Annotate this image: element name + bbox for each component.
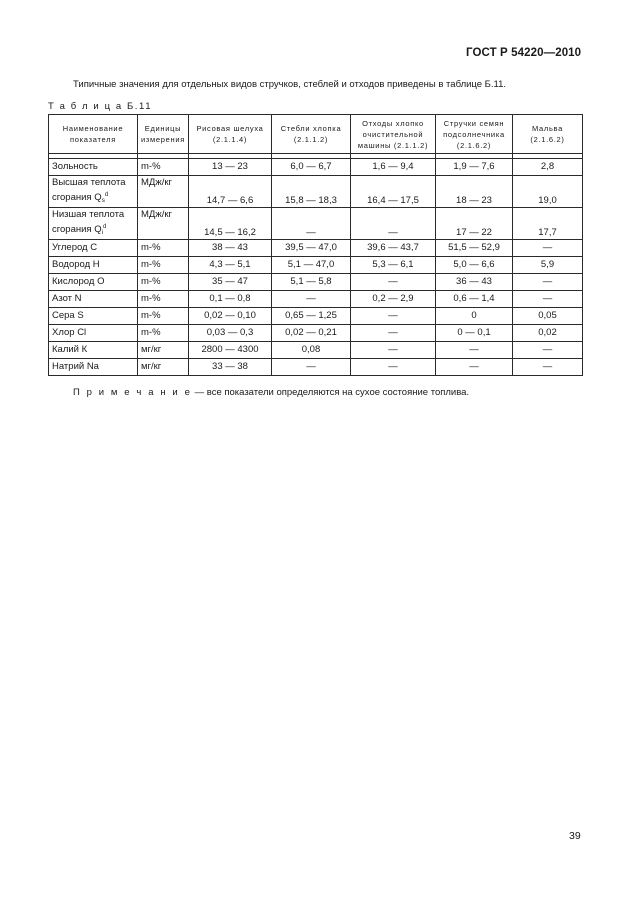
value-cell: 1,9 — 7,6 [436, 159, 513, 176]
value-cell: 5,0 — 6,6 [436, 257, 513, 274]
value-cell: — [351, 274, 436, 291]
value-cell: 13 — 23 [189, 159, 272, 176]
value-cell: 15,8 — 18,3 [272, 176, 351, 208]
column-header: Стручки семян подсолнечника (2.1.6.2) [436, 115, 513, 154]
parameter-name-cell: Углерод С [49, 240, 138, 257]
table-row [49, 176, 583, 208]
value-cell: — [513, 359, 583, 376]
value-cell: 36 — 43 [436, 274, 513, 291]
value-cell: 14,7 — 6,6 [189, 176, 272, 208]
table-row [49, 291, 583, 308]
note-label: П р и м е ч а н и е [73, 387, 192, 398]
value-cell: 2800 — 4300 [189, 342, 272, 359]
note-text: — все показатели определяются на сухое состояние топлива. [191, 387, 470, 398]
value-cell: 0,1 — 0,8 [189, 291, 272, 308]
unit-cell: m-% [138, 257, 189, 274]
value-cell: 39,5 — 47,0 [272, 240, 351, 257]
unit-cell: m-% [138, 159, 189, 176]
table-row [49, 257, 583, 274]
parameter-name-cell: Высшая теплота сгорания $Q_s^d$ [49, 176, 138, 208]
value-cell: — [351, 359, 436, 376]
value-cell: — [513, 342, 583, 359]
unit-cell: мг/кг [138, 342, 189, 359]
column-header: Наименование показателя [49, 115, 138, 154]
value-cell: 0,02 — 0,10 [189, 308, 272, 325]
value-cell: — [351, 308, 436, 325]
value-cell: 0,03 — 0,3 [189, 325, 272, 342]
value-cell: 0,02 — 0,21 [272, 325, 351, 342]
table-row [49, 240, 583, 257]
value-cell: 5,1 — 5,8 [272, 274, 351, 291]
value-cell: 14,5 — 16,2 [189, 208, 272, 240]
table-caption: Т а б л и ц а Б.11 [48, 101, 153, 112]
parameter-name-cell: Сера S [49, 308, 138, 325]
value-cell: 4,3 — 5,1 [189, 257, 272, 274]
value-cell: 1,6 — 9,4 [351, 159, 436, 176]
value-cell: 33 — 38 [189, 359, 272, 376]
table-row [49, 325, 583, 342]
value-cell: 0,2 — 2,9 [351, 291, 436, 308]
value-cell: — [272, 359, 351, 376]
value-cell: 0,02 [513, 325, 583, 342]
properties-table [48, 114, 583, 376]
unit-cell: m-% [138, 240, 189, 257]
value-cell: — [513, 240, 583, 257]
parameter-name-cell: Водород Н [49, 257, 138, 274]
unit-cell: m-% [138, 291, 189, 308]
value-cell: 5,3 — 6,1 [351, 257, 436, 274]
parameter-name-cell: Кислород О [49, 274, 138, 291]
table-row [49, 342, 583, 359]
table-row [49, 274, 583, 291]
unit-cell: m-% [138, 325, 189, 342]
value-cell: 5,9 [513, 257, 583, 274]
intro-paragraph: Типичные значения для отдельных видов стручков, стеблей и отходов приведены в таблице Б.11. [73, 79, 507, 90]
table-note [73, 387, 469, 398]
value-cell: — [272, 291, 351, 308]
table-row [49, 208, 583, 240]
unit-cell: МДж/кг [138, 208, 189, 240]
value-cell: 16,4 — 17,5 [351, 176, 436, 208]
value-cell: 0,08 [272, 342, 351, 359]
value-cell: 18 — 23 [436, 176, 513, 208]
parameter-name-cell: Зольность [49, 159, 138, 176]
page-number: 39 [569, 830, 581, 842]
value-cell: — [351, 342, 436, 359]
document-header: ГОСТ Р 54220—2010 [466, 47, 582, 59]
value-cell: 0,65 — 1,25 [272, 308, 351, 325]
value-cell: 38 — 43 [189, 240, 272, 257]
column-header: Рисовая шелуха (2.1.1.4) [189, 115, 272, 154]
table-row [49, 159, 583, 176]
value-cell: 0,05 [513, 308, 583, 325]
value-cell: — [351, 325, 436, 342]
value-cell: 51,5 — 52,9 [436, 240, 513, 257]
table-header-row [49, 115, 583, 154]
parameter-name-cell: Калий К [49, 342, 138, 359]
column-header: Отходы хлопко очистительной машины (2.1.1.2) [351, 115, 436, 154]
column-header: Мальва (2.1.6.2) [513, 115, 583, 154]
value-cell: 17 — 22 [436, 208, 513, 240]
column-header: Стебли хлопка (2.1.1.2) [272, 115, 351, 154]
table-row [49, 359, 583, 376]
table-row [49, 308, 583, 325]
value-cell: 19,0 [513, 176, 583, 208]
parameter-name-cell: Азот N [49, 291, 138, 308]
value-cell: — [351, 208, 436, 240]
parameter-name-cell: Хлор Cl [49, 325, 138, 342]
value-cell: 6,0 — 6,7 [272, 159, 351, 176]
value-cell: 2,8 [513, 159, 583, 176]
value-cell: 0,6 — 1,4 [436, 291, 513, 308]
value-cell: — [272, 208, 351, 240]
unit-cell: m-% [138, 274, 189, 291]
unit-cell: МДж/кг [138, 176, 189, 208]
value-cell: — [436, 342, 513, 359]
value-cell: — [436, 359, 513, 376]
unit-cell: m-% [138, 308, 189, 325]
parameter-name-cell: Натрий Na [49, 359, 138, 376]
unit-cell: мг/кг [138, 359, 189, 376]
value-cell: — [513, 274, 583, 291]
parameter-name-cell: Низшая теплота сгорания $Q_i^d$ [49, 208, 138, 240]
value-cell: 35 — 47 [189, 274, 272, 291]
column-header: Единицы измерения [138, 115, 189, 154]
value-cell: 5,1 — 47,0 [272, 257, 351, 274]
value-cell: — [513, 291, 583, 308]
value-cell: 0 — 0,1 [436, 325, 513, 342]
value-cell: 0 [436, 308, 513, 325]
value-cell: 17,7 [513, 208, 583, 240]
value-cell: 39,6 — 43,7 [351, 240, 436, 257]
